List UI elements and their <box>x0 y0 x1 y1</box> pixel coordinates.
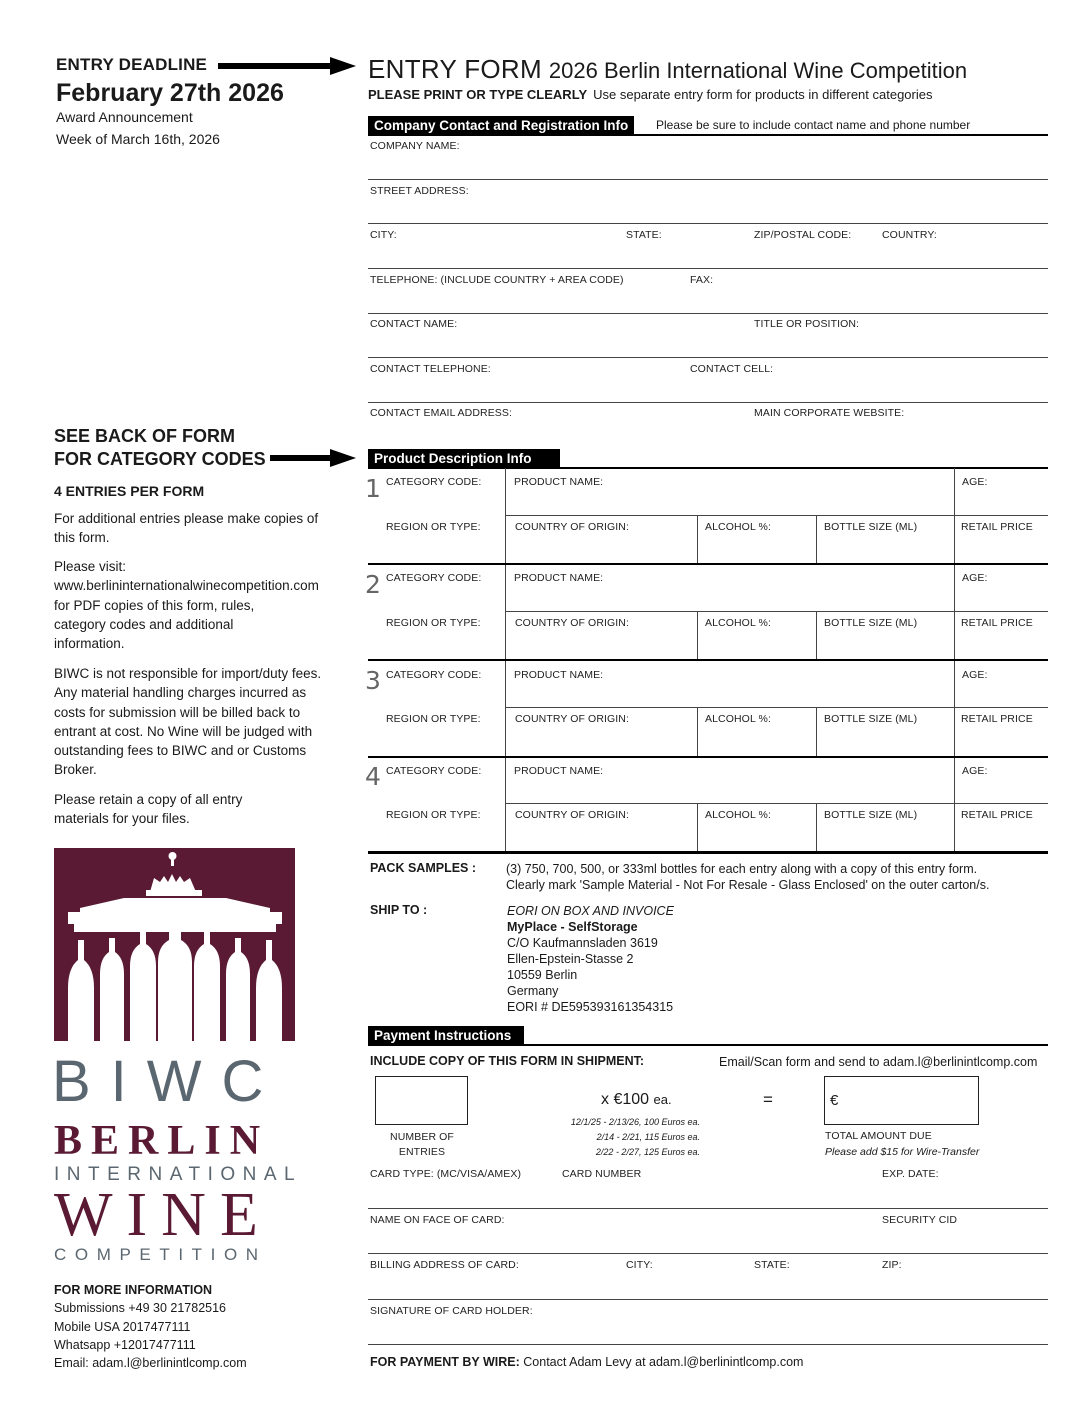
grid-line <box>697 803 698 851</box>
payment-section-heading: Payment Instructions <box>368 1026 524 1045</box>
para-line: category codes and additional <box>54 616 234 632</box>
divider <box>368 467 1048 469</box>
print-bold: PLEASE PRINT OR TYPE CLEARLY <box>368 87 588 102</box>
entry-deadline-date: February 27th 2026 <box>56 79 284 107</box>
price-tiers <box>560 1115 700 1160</box>
wire-payment-note <box>370 1354 803 1370</box>
grid-line <box>816 515 817 563</box>
ship-to-name: MyPlace - SelfStorage <box>507 920 638 934</box>
grid-line <box>954 661 955 756</box>
retail-price-field[interactable]: RETAIL PRICE <box>961 713 1033 725</box>
ship-address-line: 10559 Berlin <box>507 968 578 982</box>
para-line: Please retain a copy of all entry <box>54 792 243 807</box>
para-line: this form. <box>54 530 110 546</box>
grid-line <box>816 611 817 659</box>
para-line: information. <box>54 636 125 652</box>
bottle-size-field[interactable]: BOTTLE SIZE (ML) <box>824 617 918 629</box>
field-line <box>368 1344 1048 1345</box>
grid-line <box>505 468 506 563</box>
print-instructions <box>368 87 932 102</box>
price-value: x €100 <box>601 1091 650 1108</box>
label-line: ENTRIES <box>398 1146 446 1158</box>
para-line: BIWC is not responsible for import/duty fees. <box>54 666 322 681</box>
billing-zip-field[interactable]: ZIP: <box>882 1259 902 1271</box>
product-name-field[interactable]: PRODUCT NAME: <box>514 572 604 584</box>
arrow-right-icon <box>270 455 330 461</box>
contact-telephone-field[interactable]: CONTACT TELEPHONE: <box>370 363 491 375</box>
age-field[interactable]: AGE: <box>962 476 988 488</box>
field-line <box>368 268 1048 269</box>
fees-disclaimer <box>54 664 354 780</box>
number-of-entries-input[interactable] <box>375 1076 468 1125</box>
field-line <box>368 313 1048 314</box>
company-section-heading: Company Contact and Registration Info <box>368 116 634 135</box>
contact-mobile: Mobile USA 2017477111 <box>54 1320 191 1334</box>
product-name-field[interactable]: PRODUCT NAME: <box>514 669 604 681</box>
category-code-field[interactable]: CATEGORY CODE: <box>386 476 482 488</box>
entry-number: 1 <box>365 474 381 503</box>
bottle-size-field[interactable]: BOTTLE SIZE (ML) <box>824 809 918 821</box>
title-main: ENTRY FORM <box>368 54 542 84</box>
ship-to-label: SHIP TO : <box>370 903 428 917</box>
title-position-field[interactable]: TITLE OR POSITION: <box>754 318 860 330</box>
email-scan-note: Email/Scan form and send to adam.l@berlinintlcomp.com <box>719 1055 1038 1069</box>
award-announcement-label: Award Announcement <box>56 109 193 125</box>
age-field[interactable]: AGE: <box>962 572 988 584</box>
field-line <box>368 223 1048 224</box>
field-line <box>368 1253 1048 1254</box>
price-tier: 12/1/25 - 2/13/26, 100 Euros ea. <box>570 1117 700 1127</box>
number-of-entries-label <box>376 1130 468 1160</box>
entry-number: 4 <box>365 762 381 791</box>
contact-name-field[interactable]: CONTACT NAME: <box>370 318 458 330</box>
wire-payment-contact[interactable]: Contact Adam Levy at adam.l@berlinintlcomp.com <box>523 1355 804 1369</box>
ship-address-line: Germany <box>507 984 559 998</box>
para-line: materials for your files. <box>54 811 190 827</box>
para-line: outstanding fees to BIWC and or Customs <box>54 743 307 759</box>
country-origin-field[interactable]: COUNTRY OF ORIGIN: <box>515 617 630 629</box>
billing-address-field[interactable]: BILLING ADDRESS OF CARD: <box>370 1259 519 1271</box>
region-type-field[interactable]: REGION OR TYPE: <box>386 809 481 821</box>
bottle-size-field[interactable]: BOTTLE SIZE (ML) <box>824 521 918 533</box>
product-name-field[interactable]: PRODUCT NAME: <box>514 476 604 488</box>
website-link[interactable]: www.berlininternationalwinecompetition.com <box>54 578 319 594</box>
pack-samples-line-1: (3) 750, 700, 500, or 333ml bottles for each entry along with a copy of this entry form. <box>506 862 978 876</box>
brandenburg-gate-icon <box>54 848 295 1041</box>
field-line <box>368 179 1048 180</box>
para-line: entrant at cost. No Wine will be judged with <box>54 723 313 739</box>
field-line <box>368 402 1048 403</box>
grid-line <box>697 515 698 563</box>
alcohol-field[interactable]: ALCOHOL %: <box>705 809 771 821</box>
para-line: Broker. <box>54 762 97 778</box>
product-name-field[interactable]: PRODUCT NAME: <box>514 765 604 777</box>
para-line: For additional entries please make copies of <box>54 511 319 526</box>
company-name-field[interactable]: COMPANY NAME: <box>370 140 460 152</box>
logo-competition-text: COMPETITION <box>54 1245 267 1264</box>
contact-whatsapp: Whatsapp +12017477111 <box>54 1338 196 1352</box>
retail-price-field[interactable]: RETAIL PRICE <box>961 617 1033 629</box>
divider <box>368 756 1048 758</box>
pack-samples-label: PACK SAMPLES : <box>370 861 477 875</box>
equals-sign: = <box>763 1090 773 1109</box>
logo-wine-text: WINE <box>54 1181 272 1249</box>
country-origin-field[interactable]: COUNTRY OF ORIGIN: <box>515 713 630 725</box>
more-info-title: FOR MORE INFORMATION <box>54 1283 213 1297</box>
grid-line <box>505 661 506 756</box>
field-line <box>505 707 1048 708</box>
eori-note: EORI ON BOX AND INVOICE <box>507 904 674 918</box>
arrow-head-icon <box>330 449 356 467</box>
entry-deadline-label: ENTRY DEADLINE <box>56 55 208 74</box>
arrow-right-icon <box>218 63 330 69</box>
para-line: Please visit: <box>54 559 127 574</box>
grid-line <box>954 565 955 659</box>
para-line: costs for submission will be billed back to <box>54 704 301 720</box>
region-type-field[interactable]: REGION OR TYPE: <box>386 617 481 629</box>
additional-entries-note <box>54 509 354 548</box>
price-unit: ea. <box>653 1092 672 1107</box>
signature-field[interactable]: SIGNATURE OF CARD HOLDER: <box>370 1305 533 1317</box>
logo-berlin-text: BERLIN <box>54 1118 270 1164</box>
city-field[interactable]: CITY: <box>370 229 397 241</box>
total-amount-input[interactable] <box>824 1076 979 1125</box>
zip-field[interactable]: ZIP/POSTAL CODE: <box>754 229 852 241</box>
contact-email-field[interactable]: CONTACT EMAIL ADDRESS: <box>370 407 513 419</box>
card-number-field[interactable]: CARD NUMBER <box>562 1168 642 1180</box>
divider <box>368 563 1048 565</box>
pack-samples-line-2: Clearly mark 'Sample Material - Not For Resale - Glass Enclosed' on the outer carton/s. <box>506 878 990 892</box>
company-section-note: Please be sure to include contact name and phone number <box>656 118 971 132</box>
field-line <box>505 515 1048 516</box>
label-line: NUMBER OF <box>390 1131 454 1143</box>
field-line <box>368 357 1048 358</box>
print-note: Use separate entry form for products in different categories <box>593 87 933 102</box>
arrow-head-icon <box>330 57 356 75</box>
grid-line <box>697 707 698 756</box>
fax-field[interactable]: FAX: <box>690 274 714 286</box>
billing-city-field[interactable]: CITY: <box>626 1259 653 1271</box>
see-back-line-1: SEE BACK OF FORM <box>54 426 236 446</box>
divider <box>368 659 1048 661</box>
category-code-field[interactable]: CATEGORY CODE: <box>386 572 482 584</box>
field-line <box>368 1299 1048 1300</box>
total-amount-label: TOTAL AMOUNT DUE <box>825 1130 932 1142</box>
wire-payment-label: FOR PAYMENT BY WIRE: <box>370 1355 520 1369</box>
include-copy-label: INCLUDE COPY OF THIS FORM IN SHIPMENT: <box>370 1054 645 1068</box>
contact-email[interactable]: Email: adam.l@berlinintlcomp.com <box>54 1356 247 1370</box>
ship-address-line: Ellen-Epstein-Stasse 2 <box>507 952 634 966</box>
euro-sign: € <box>830 1092 839 1109</box>
award-announcement-date: Week of March 16th, 2026 <box>56 131 220 147</box>
website-field[interactable]: MAIN CORPORATE WEBSITE: <box>754 407 905 419</box>
entries-per-form: 4 ENTRIES PER FORM <box>54 483 205 499</box>
divider <box>368 851 1048 854</box>
ship-eori-number: EORI # DE595393161354315 <box>507 1000 674 1014</box>
page-title <box>368 54 967 85</box>
country-origin-field[interactable]: COUNTRY OF ORIGIN: <box>515 521 630 533</box>
entry-number: 3 <box>365 666 381 695</box>
card-type-field[interactable]: CARD TYPE: (MC/VISA/AMEX) <box>370 1168 522 1180</box>
grid-line <box>954 468 955 563</box>
bottle-size-field[interactable]: BOTTLE SIZE (ML) <box>824 713 918 725</box>
ship-address-line: C/O Kaufmannsladen 3619 <box>507 936 658 950</box>
alcohol-field[interactable]: ALCOHOL %: <box>705 521 771 533</box>
exp-date-field[interactable]: EXP. DATE: <box>882 1168 939 1180</box>
visit-website-note <box>54 557 354 653</box>
contact-submissions: Submissions +49 30 21782516 <box>54 1301 227 1315</box>
product-section-heading: Product Description Info <box>368 449 560 468</box>
wire-fee-note: Please add $15 for Wire-Transfer <box>825 1146 980 1158</box>
field-line <box>505 803 1048 804</box>
see-back-line-2: FOR CATEGORY CODES <box>54 449 266 469</box>
grid-line <box>816 707 817 756</box>
telephone-field[interactable]: TELEPHONE: (INCLUDE COUNTRY + AREA CODE) <box>370 274 624 286</box>
grid-line <box>816 803 817 851</box>
category-code-field[interactable]: CATEGORY CODE: <box>386 765 482 777</box>
alcohol-field[interactable]: ALCOHOL %: <box>705 713 771 725</box>
category-code-field[interactable]: CATEGORY CODE: <box>386 669 482 681</box>
title-sub: 2026 Berlin International Wine Competition <box>548 58 968 83</box>
country-field[interactable]: COUNTRY: <box>882 229 937 241</box>
region-type-field[interactable]: REGION OR TYPE: <box>386 713 481 725</box>
divider <box>368 134 1048 136</box>
para-line: for PDF copies of this form, rules, <box>54 597 255 613</box>
logo-biwc-text: BIWC <box>52 1049 284 1114</box>
see-back-note <box>54 425 266 471</box>
entry-number: 2 <box>365 570 381 599</box>
grid-line <box>697 611 698 659</box>
logo-international-text: INTERNATIONAL <box>54 1164 303 1185</box>
alcohol-field[interactable]: ALCOHOL %: <box>705 617 771 629</box>
grid-line <box>954 758 955 851</box>
billing-state-field[interactable]: STATE: <box>754 1259 790 1271</box>
brandenburg-gate-logo <box>54 848 295 1041</box>
para-line: Any material handling charges incurred as <box>54 685 307 701</box>
security-cid-field[interactable]: SECURITY CID <box>882 1214 958 1226</box>
price-tier: 2/22 - 2/27, 125 Euros ea. <box>595 1147 700 1157</box>
street-address-field[interactable]: STREET ADDRESS: <box>370 185 469 197</box>
retail-price-field[interactable]: RETAIL PRICE <box>961 521 1033 533</box>
region-type-field[interactable]: REGION OR TYPE: <box>386 521 481 533</box>
contact-cell-field[interactable]: CONTACT CELL: <box>690 363 774 375</box>
divider <box>368 1044 1048 1046</box>
retain-copy-note <box>54 790 354 829</box>
field-line <box>368 1208 1048 1209</box>
age-field[interactable]: AGE: <box>962 669 988 681</box>
field-line <box>505 611 1048 612</box>
grid-line <box>505 565 506 659</box>
name-on-card-field[interactable]: NAME ON FACE OF CARD: <box>370 1214 505 1226</box>
price-per-entry <box>601 1091 672 1109</box>
country-origin-field[interactable]: COUNTRY OF ORIGIN: <box>515 809 630 821</box>
retail-price-field[interactable]: RETAIL PRICE <box>961 809 1033 821</box>
price-tier: 2/14 - 2/21, 115 Euros ea. <box>596 1132 700 1142</box>
grid-line <box>505 758 506 851</box>
age-field[interactable]: AGE: <box>962 765 988 777</box>
state-field[interactable]: STATE: <box>626 229 662 241</box>
